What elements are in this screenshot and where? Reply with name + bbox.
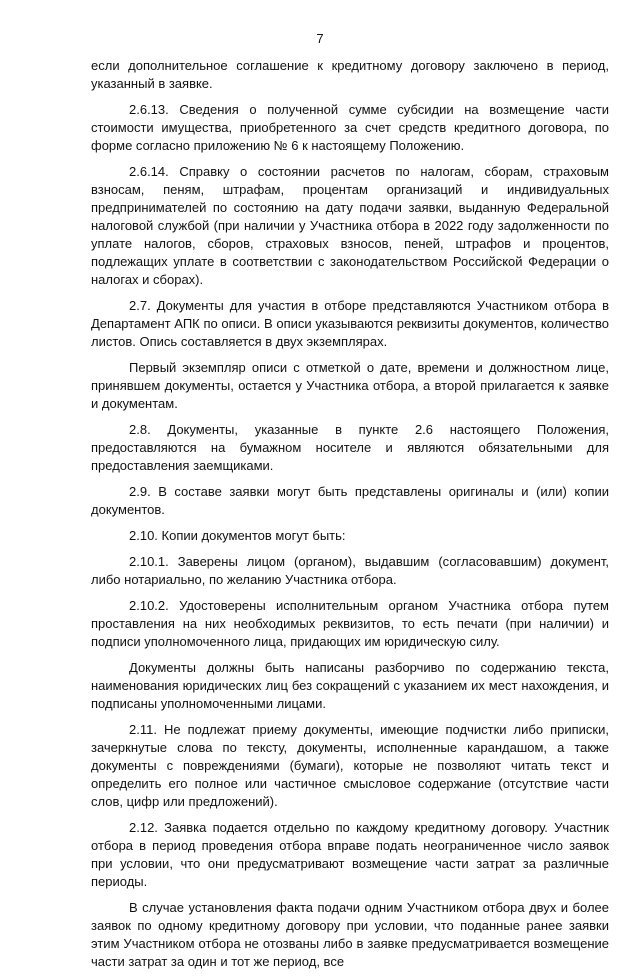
paragraph-2-7: 2.7. Документы для участия в отборе представляются Участником отбора в Департамент АПК по описи. В описи указываются реквизиты документов, количество листов. Опись составляется в двух экземплярах. (91, 298, 609, 349)
paragraph-2-9: 2.9. В составе заявки могут быть представлены оригиналы и (или) копии документов. (91, 484, 609, 517)
page-number: 7 (316, 31, 324, 46)
paragraph-documents-legibility: Документы должны быть написаны разборчиво по содержанию текста, наименования юридических лиц без сокращений с указанием их мест нахождения, и подписаны уполномоченными лицами. (91, 660, 609, 711)
paragraph-2-10-2: 2.10.2. Удостоверены исполнительным органом Участника отбора путем проставления на них необходимых реквизитов, то есть печати (при наличии) и подписи уполномоченного лица, придающих им юридическую силу. (91, 598, 609, 649)
paragraph-2-10-1: 2.10.1. Заверены лицом (органом), выдавшим (согласовавшим) документ, либо нотариально, по желанию Участника отбора. (91, 554, 609, 587)
paragraph-2-8: 2.8. Документы, указанные в пункте 2.6 настоящего Положения, предоставляются на бумажном носителе и являются обязательными для предоставления заемщиками. (91, 422, 609, 473)
paragraph-2-6-14: 2.6.14. Справку о состоянии расчетов по налогам, сборам, страховым взносам, пеням, штрафам, процентам организаций и индивидуальных предпринимателей по состоянию на дату подачи заявки, выданную Федеральной налоговой службой (при наличии у Участника отбора в 2022 году задолженности по уплате налогов, сборов, страховых взносов, пеней, штрафов и процентов, подлежащих уплате в соответствии с законодательством Российской Федерации о налогах и сборах). (91, 164, 609, 287)
paragraph-2-6-13: 2.6.13. Сведения о полученной сумме субсидии на возмещение части стоимости имущества, приобретенного за счет средств кредитного договора, по форме согласно приложению № 6 к настоящему Положению. (91, 102, 609, 153)
document-body (91, 57, 609, 979)
paragraph-inventory-copy: Первый экземпляр описи с отметкой о дате, времени и должностном лице, принявшем документы, остается у Участника отбора, а второй прилагается к заявке и документам. (91, 360, 609, 411)
paragraph-2-12: 2.12. Заявка подается отдельно по каждому кредитному договору. Участник отбора в период проведения отбора вправе подать неограниченное число заявок при условии, что они предусматривают возмещение части затрат за различные периоды. (91, 820, 609, 889)
paragraph-2-11: 2.11. Не подлежат приему документы, имеющие подчистки либо приписки, зачеркнутые слова по тексту, документы, исполненные карандашом, а также документы с повреждениями (бумаги), которые не позволяют читать текст и определить его полное или частичное смысловое содержание (отсутствие части слов, цифр или предложений). (91, 722, 609, 809)
paragraph-2-10: 2.10. Копии документов могут быть: (129, 528, 346, 543)
paragraph-multiple-applications: В случае установления факта подачи одним Участником отбора двух и более заявок по одному кредитному договору при условии, что поданные ранее заявки этим Участником отбора не отозваны либо в заявке предусматривается возмещение части затрат за один и тот же период, все (91, 900, 609, 969)
paragraph-continuation: если дополнительное соглашение к кредитному договору заключено в период, указанный в заявке. (91, 58, 609, 91)
